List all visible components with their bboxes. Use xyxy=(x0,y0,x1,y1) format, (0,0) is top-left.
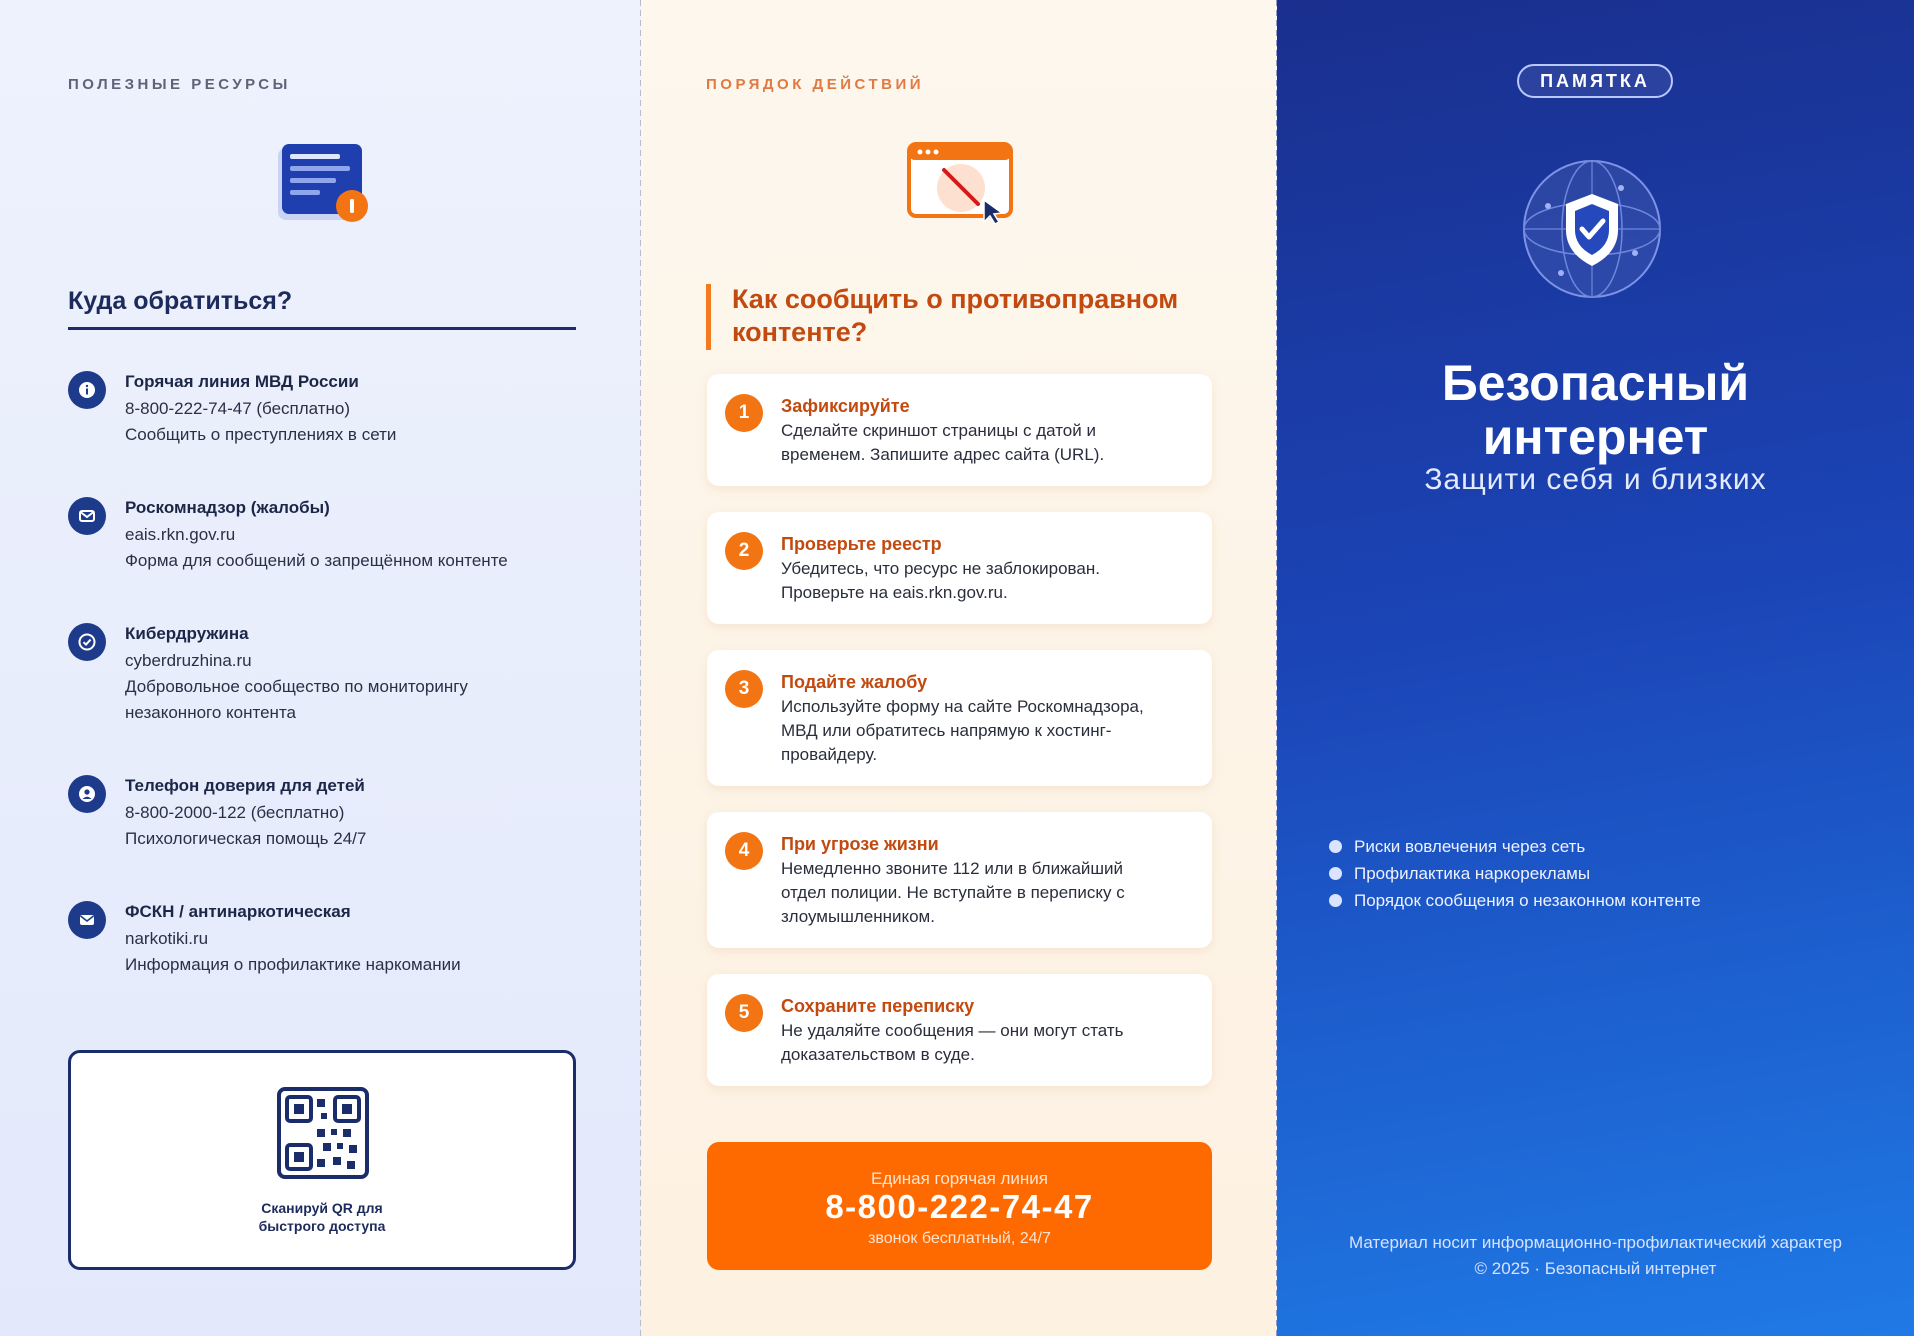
qr-card xyxy=(68,1050,576,1270)
where-to-go-heading: Куда обратиться? xyxy=(68,287,293,315)
resources-panel xyxy=(0,0,641,1336)
resource-title: Горячая линия МВД России xyxy=(125,372,359,391)
resources-kicker: ПОЛЕЗНЫЕ РЕСУРСЫ xyxy=(68,76,291,93)
document-info-icon xyxy=(276,142,372,226)
step-number: 4 xyxy=(725,832,763,870)
resource-item xyxy=(68,497,588,577)
resource-description: Информация о профилактике наркомании xyxy=(125,955,461,974)
step-card xyxy=(707,812,1212,948)
step-card xyxy=(707,974,1212,1086)
info-icon xyxy=(68,371,106,409)
browser-blocked-icon xyxy=(906,140,1018,224)
resource-item xyxy=(68,371,588,451)
resource-title: Роскомнадзор (жалобы) xyxy=(125,498,330,517)
resource-contact: eais.rkn.gov.ru xyxy=(125,525,236,544)
resource-contact: 8-800-2000-122 (бесплатно) xyxy=(125,803,345,822)
topics-list xyxy=(1329,833,1701,914)
hotline-banner[interactable] xyxy=(707,1142,1212,1270)
list-item: Риски вовлечения через сеть xyxy=(1329,833,1701,860)
step-card xyxy=(707,650,1212,786)
step-body: Сделайте скриншот страницы с датой и временем. Запишите адрес сайта (URL). xyxy=(781,421,1105,464)
resource-title: Кибердружина xyxy=(125,624,249,643)
qr-code-icon[interactable] xyxy=(277,1087,369,1179)
hotline-caption: Единая горячая линия xyxy=(870,1169,1049,1188)
resource-item xyxy=(68,901,588,981)
check-circle-icon xyxy=(68,623,106,661)
step-number: 1 xyxy=(725,394,763,432)
resource-contact: narkotiki.ru xyxy=(125,929,209,948)
resource-item xyxy=(68,623,588,733)
step-card xyxy=(707,512,1212,624)
step-title: Зафиксируйте xyxy=(781,396,910,416)
step-number: 3 xyxy=(725,670,763,708)
step-card xyxy=(707,374,1212,486)
resource-title: Телефон доверия для детей xyxy=(125,776,365,795)
list-item: Порядок сообщения о незаконном контенте xyxy=(1329,887,1701,914)
steps-panel xyxy=(641,0,1277,1336)
step-body: Используйте форму на сайте Роскомнадзора, МВД или обратитесь напрямую к хостинг- провайдеру. xyxy=(781,697,1144,764)
resource-description: Форма для сообщений о запрещённом контенте xyxy=(125,551,508,570)
step-title: Сохраните переписку xyxy=(781,996,975,1016)
qr-caption: Сканируй QR для быстрого доступа xyxy=(258,1200,386,1234)
step-body: Убедитесь, что ресурс не заблокирован. Проверьте на eais.rkn.gov.ru. xyxy=(781,559,1100,602)
person-icon xyxy=(68,775,106,813)
resource-description: Добровольное сообщество по мониторингу xyxy=(125,677,468,696)
hotline-subcaption: звонок бесплатный, 24/7 xyxy=(868,1230,1051,1247)
steps-kicker: ПОРЯДОК ДЕЙСТВИЙ xyxy=(706,76,925,93)
envelope-icon xyxy=(68,901,106,939)
cover-panel xyxy=(1277,0,1914,1336)
cover-title: Безопасный интернет xyxy=(1441,355,1750,465)
hotline-number[interactable]: 8-800-222-74-47 xyxy=(825,1188,1094,1225)
mail-icon xyxy=(68,497,106,535)
resource-description: незаконного контента xyxy=(125,703,296,722)
step-title: При угрозе жизни xyxy=(781,834,939,854)
resource-contact: cyberdruzhina.ru xyxy=(125,651,252,670)
step-number: 5 xyxy=(725,994,763,1032)
heading-divider xyxy=(68,327,576,330)
cover-subtitle: Защити себя и близких xyxy=(1424,463,1767,496)
cover-footer: Материал носит информационно-профилактический характер © 2025 · Безопасный интернет xyxy=(1348,1233,1843,1278)
resource-contact: 8-800-222-74-47 (бесплатно) xyxy=(125,399,351,418)
memo-badge: ПАМЯТКА xyxy=(1517,64,1673,98)
step-body: Немедленно звоните 112 или в ближайший отдел полиции. Не вступайте в переписку с злоумышленником. xyxy=(781,859,1125,926)
step-title: Подайте жалобу xyxy=(781,672,928,692)
step-number: 2 xyxy=(725,532,763,570)
resource-description: Сообщить о преступлениях в сети xyxy=(125,425,397,444)
shield-globe-icon xyxy=(1521,158,1663,300)
heading-accent-bar xyxy=(706,284,711,350)
list-item: Профилактика наркорекламы xyxy=(1329,860,1701,887)
resource-item xyxy=(68,775,588,855)
resource-description: Психологическая помощь 24/7 xyxy=(125,829,367,848)
how-to-report-heading: Как сообщить о противоправном контенте? xyxy=(732,284,1179,347)
resource-title: ФСКН / антинаркотическая xyxy=(125,902,351,921)
step-title: Проверьте реестр xyxy=(781,534,942,554)
step-body: Не удаляйте сообщения — они могут стать доказательством в суде. xyxy=(781,1021,1124,1064)
